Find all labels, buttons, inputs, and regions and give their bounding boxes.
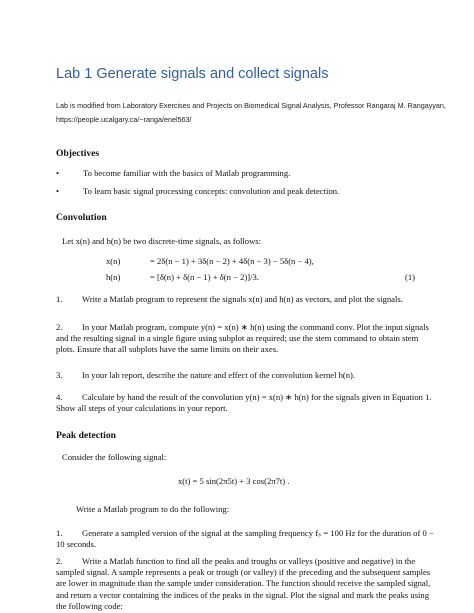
convolution-intro: Let x(n) and h(n) be two discrete-time signals, as follows: (62, 236, 262, 246)
peak-detection-equation: x(t) = 5 sin(2π5t) + 3 cos(2π7t) . (178, 476, 290, 486)
peak-detection-step-1: 1. Generate a sampled version of the signal at the sampling frequency fₛ = 100 Hz for the duration of 0 − 10 seconds. (56, 528, 434, 550)
equation-x-rhs: = 2δ(n − 1) + 3δ(n − 2) + 4δ(n − 3) − 5δ(n − 4), (150, 256, 314, 266)
objectives-heading: Objectives (56, 148, 100, 159)
bullet-icon: • (56, 168, 60, 178)
convolution-heading: Convolution (56, 212, 107, 223)
peak-detection-intro: Consider the following signal: (62, 452, 167, 462)
peak-detection-write: Write a Matlab program to do the following: (76, 504, 230, 514)
document-page: Lab 1 Generate signals and collect signals Lab is modified from Laboratory Exercises and Projects on Biomedical Signal Analysis, Professor Rangaraj M. Rangayyan, https://people.ucalgary.ca/~ranga/enel563/ Objectives • To become familiar with the basics of Matlab programming. • To learn basic signal processing concepts: convolution and peak detection. Convolution Let x(n) and h(n) be two discrete-time signals, as follows: x(n) = 2δ(n − 1) + 3δ(n − 2) + 4δ(n − 3) − 5δ(n − 4), h(n) = [δ(n) + δ(n − 1) + δ(n − 2)]/3. (1) 1. Write a Matlab program to represent the signals x(n) and h(n) as vectors, and plot the signals. 2. In your Matlab program, compute y(n) = x(n) ∗ h(n) using the command conv. Plot the input signals and the resulting signal in a single figure using subplot as required; use the stem command to obtain stem plots. Ensure that all subplots have the same limits on their axes. 3. In your lab report, describe the nature and effect of the convolution kernel h(n). 4. Calculate by hand the result of the convolution y(n) = x(n) ∗ h(n) for the signals given in Equation 1. Show all steps of your calculations in your report. Peak detection Consider the following signal: x(t) = 5 sin(2π5t) + 3 cos(2π7t) . Write a Matlab program to do the following: 1. Generate a sampled version of the signal at the sampling frequency fₛ = 100 Hz for the duration of 0 − 10 seconds. 2. Write a Matlab function to find all the peaks and troughs or valleys (positive and negative) in the sampled signal. A sample represents a peak or trough (or valley) if the preceding and the subsequent samples are lower in magnitude than the sample under consideration. The function should receive the sampled signal, and return a vector containing the indices of the peaks in the signal. Plot the signal and mark the peaks using the following code: (0, 0, 474, 613)
page-title: Lab 1 Generate signals and collect signals (56, 66, 329, 82)
convolution-step-4: 4. Calculate by hand the result of the convolution y(n) = x(n) ∗ h(n) for the signals given in Equation 1. Show all steps of your calculations in your report. (56, 392, 432, 414)
convolution-step-2: 2. In your Matlab program, compute y(n) = x(n) ∗ h(n) using the command conv. Plot the input signals and the resulting signal in a single figure using subplot as required; use the stem command to obtain stem plots. Ensure that all subplots have the same limits on their axes. (56, 322, 429, 355)
peak-detection-heading: Peak detection (56, 430, 116, 441)
peak-detection-step-2: 2. Write a Matlab function to find all the peaks and troughs or valleys (positive and negative) in the sampled signal. A sample represents a peak or trough (or valley) if the preceding and the subsequent samples are lower in magnitude than the sample under consideration. The function should receive the sampled signal, and return a vector containing the indices of the peaks in the signal. Plot the signal and mark the peaks using the following code: (56, 556, 431, 611)
equation-h-rhs: = [δ(n) + δ(n − 1) + δ(n − 2)]/3. (150, 272, 259, 282)
equation-number: (1) (405, 272, 416, 282)
bullet-icon: • (56, 186, 60, 196)
convolution-step-3: 3. In your lab report, describe the nature and effect of the convolution kernel h(n). (56, 370, 356, 380)
equation-x-lhs: x(n) (106, 256, 121, 266)
equation-h-lhs: h(n) (106, 272, 121, 282)
convolution-step-1: 1. Write a Matlab program to represent the signals x(n) and h(n) as vectors, and plot the signals. (56, 294, 403, 304)
attribution-text: Lab is modified from Laboratory Exercises and Projects on Biomedical Signal Analysis, Professor Rangaraj M. Rangayyan, https://people.ucalgary.ca/~ranga/enel563/ (56, 101, 446, 124)
